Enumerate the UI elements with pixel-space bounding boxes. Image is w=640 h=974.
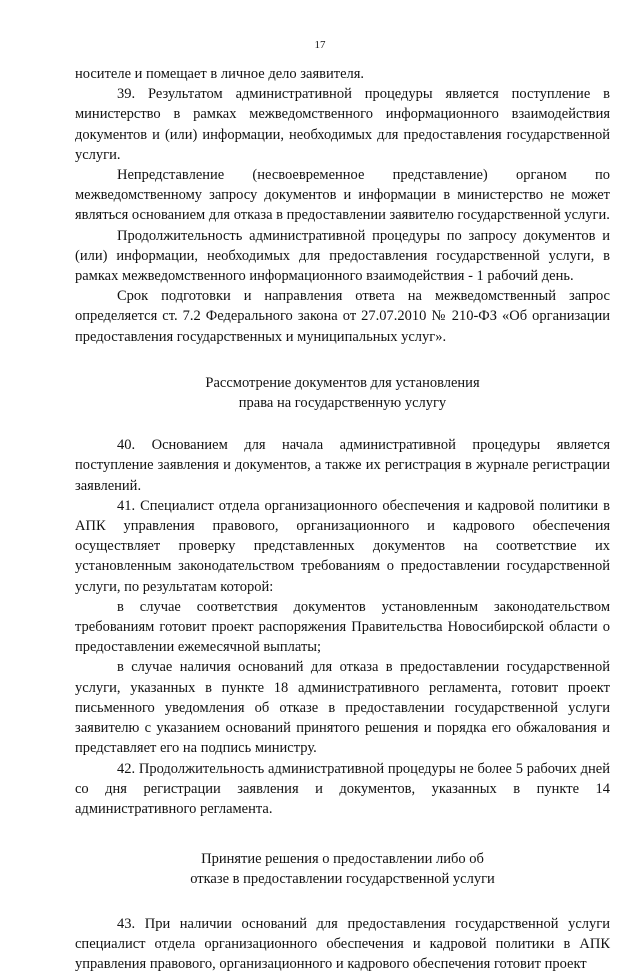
paragraph-43: 43. При наличии оснований для предоставления государственной услуги специалист отдела организационного обеспечения и кадровой политики в АПК управления правового, организационного и кадрового обеспечения готовит проект [75, 915, 610, 972]
paragraph-39: 39. Результатом административной процедуры является поступление в министерство в рамках межведомственного информационного взаимодействия документов и (или) информации, необходимых для предоставления государственной услуги. [75, 86, 610, 163]
section-heading-review-line1: Рассмотрение документов для установления [205, 374, 480, 391]
page-number: 17 [314, 39, 326, 51]
paragraph-duration-request: Продолжительность административной процедуры по запросу документов и (или) информации, необходимых для предоставления государственной услуги, в рамках межведомственного информационного взаимодействия - 1 рабочий день. [75, 227, 610, 285]
paragraph-42: 42. Продолжительность административной процедуры не более 5 рабочих дней со дня регистрации заявления и документов, указанных в пункте 14 административного регламента. [75, 760, 610, 817]
paragraph-non-submission: Непредставление (несвоевременное представление) органом по межведомственному запросу документов и информации в министерство не может являться основанием для отказа в предоставлении заявителю государственной услуги. [75, 167, 610, 224]
paragraph-40: 40. Основанием для начала административной процедуры является поступление заявления и документов, а также их регистрация в журнале регистрации заявлений. [75, 437, 610, 494]
section-heading-decision-line1: Принятие решения о предоставлении либо об [201, 851, 484, 868]
paragraph-41-compliance: в случае соответствия документов установленным законодательством требованиям готовит проект распоряжения Правительства Новосибирской области о предоставлении ежемесячной выплаты; [75, 598, 610, 656]
section-heading-decision-line2: отказе в предоставлении государственной услуги [190, 871, 495, 888]
paragraph-continuation: носителе и помещает в личное дело заявителя. [75, 66, 365, 82]
paragraph-response-term: Срок подготовки и направления ответа на межведомственный запрос определяется ст. 7.2 Федерального закона от 27.07.2010 № 210-ФЗ «Об организации предоставления государственных и муниципальных услуг». [75, 288, 610, 345]
paragraph-41-refusal: в случае наличия оснований для отказа в предоставлении государственной услуги, указанных в пункте 18 административного регламента, готовит проект письменного уведомления об отказе в предоставлении государственной услуги заявителю с указанием оснований принятого решения и порядка его обжалования и представляет его на подпись министру. [75, 659, 610, 757]
paragraph-41: 41. Специалист отдела организационного обеспечения и кадровой политики в АПК управления правового, организационного и кадрового обеспечения осуществляет проверку представленных документов на соответствие их установленным законодательством требованиям о предоставлении государственной услуги, по результатам которой: [75, 497, 610, 595]
document-body [75, 64, 610, 974]
section-heading-review-line2: права на государственную услугу [238, 395, 447, 412]
